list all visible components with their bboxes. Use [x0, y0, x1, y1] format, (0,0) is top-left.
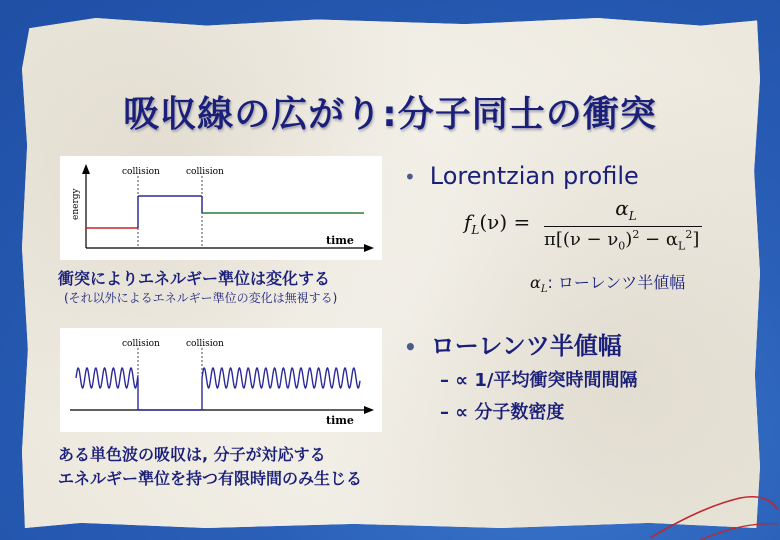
- energy-level-diagram: [60, 156, 382, 260]
- sub-bullet-collision-interval: – ∝ 1/平均衝突時間間隔: [440, 370, 638, 391]
- red-thread-decoration: [640, 450, 780, 540]
- collision-label-2: collision: [186, 167, 224, 177]
- sub-bullet-number-density: – ∝ 分子数密度: [440, 402, 565, 423]
- slide-title: 吸収線の広がり:分子同士の衝突: [123, 94, 657, 135]
- caption-2-line1: ある単色波の吸収は, 分子が対応する: [58, 445, 326, 464]
- alpha-note: $\alpha_L$: ローレンツ半値幅: [530, 273, 686, 296]
- caption-1-sub: (それ以外によるエネルギー準位の変化は無視する): [64, 291, 338, 305]
- wave-diagram: [60, 328, 382, 432]
- collision-label-2: collision: [186, 339, 224, 349]
- wave-after-collision: [202, 368, 360, 388]
- lorentz-formula: [464, 196, 704, 256]
- collision-label-1: collision: [122, 339, 160, 349]
- x-axis-label: time: [326, 234, 354, 247]
- x-axis-label: time: [326, 414, 354, 427]
- wave-svg: [60, 328, 382, 432]
- bullet-dot-icon: •: [404, 335, 417, 359]
- bullet-lorentzian: [404, 162, 639, 190]
- y-axis-label: energy: [71, 188, 81, 220]
- bullet-halfwidth-text: ローレンツ半値幅: [430, 332, 622, 360]
- caption-1-main: 衝突によりエネルギー準位は変化する: [58, 269, 331, 288]
- formula-numerator: $\alpha_L$: [615, 196, 637, 223]
- energy-level-svg: [60, 156, 382, 260]
- wave-before-collision: [76, 368, 138, 388]
- caption-2-line2: エネルギー準位を持つ有限時間のみ生じる: [58, 469, 363, 488]
- collision-label-1: collision: [122, 167, 160, 177]
- bullet-lorentzian-text: Lorentzian profile: [429, 162, 639, 190]
- fraction-bar: [544, 226, 702, 227]
- formula-lhs: $f_L(\nu)$ =: [464, 210, 531, 237]
- formula-denominator: $\pi[(\nu - \nu_0)^2 - \alpha_L^2]$: [544, 228, 700, 253]
- bullet-halfwidth: [404, 326, 622, 361]
- bullet-dot-icon: •: [404, 165, 416, 189]
